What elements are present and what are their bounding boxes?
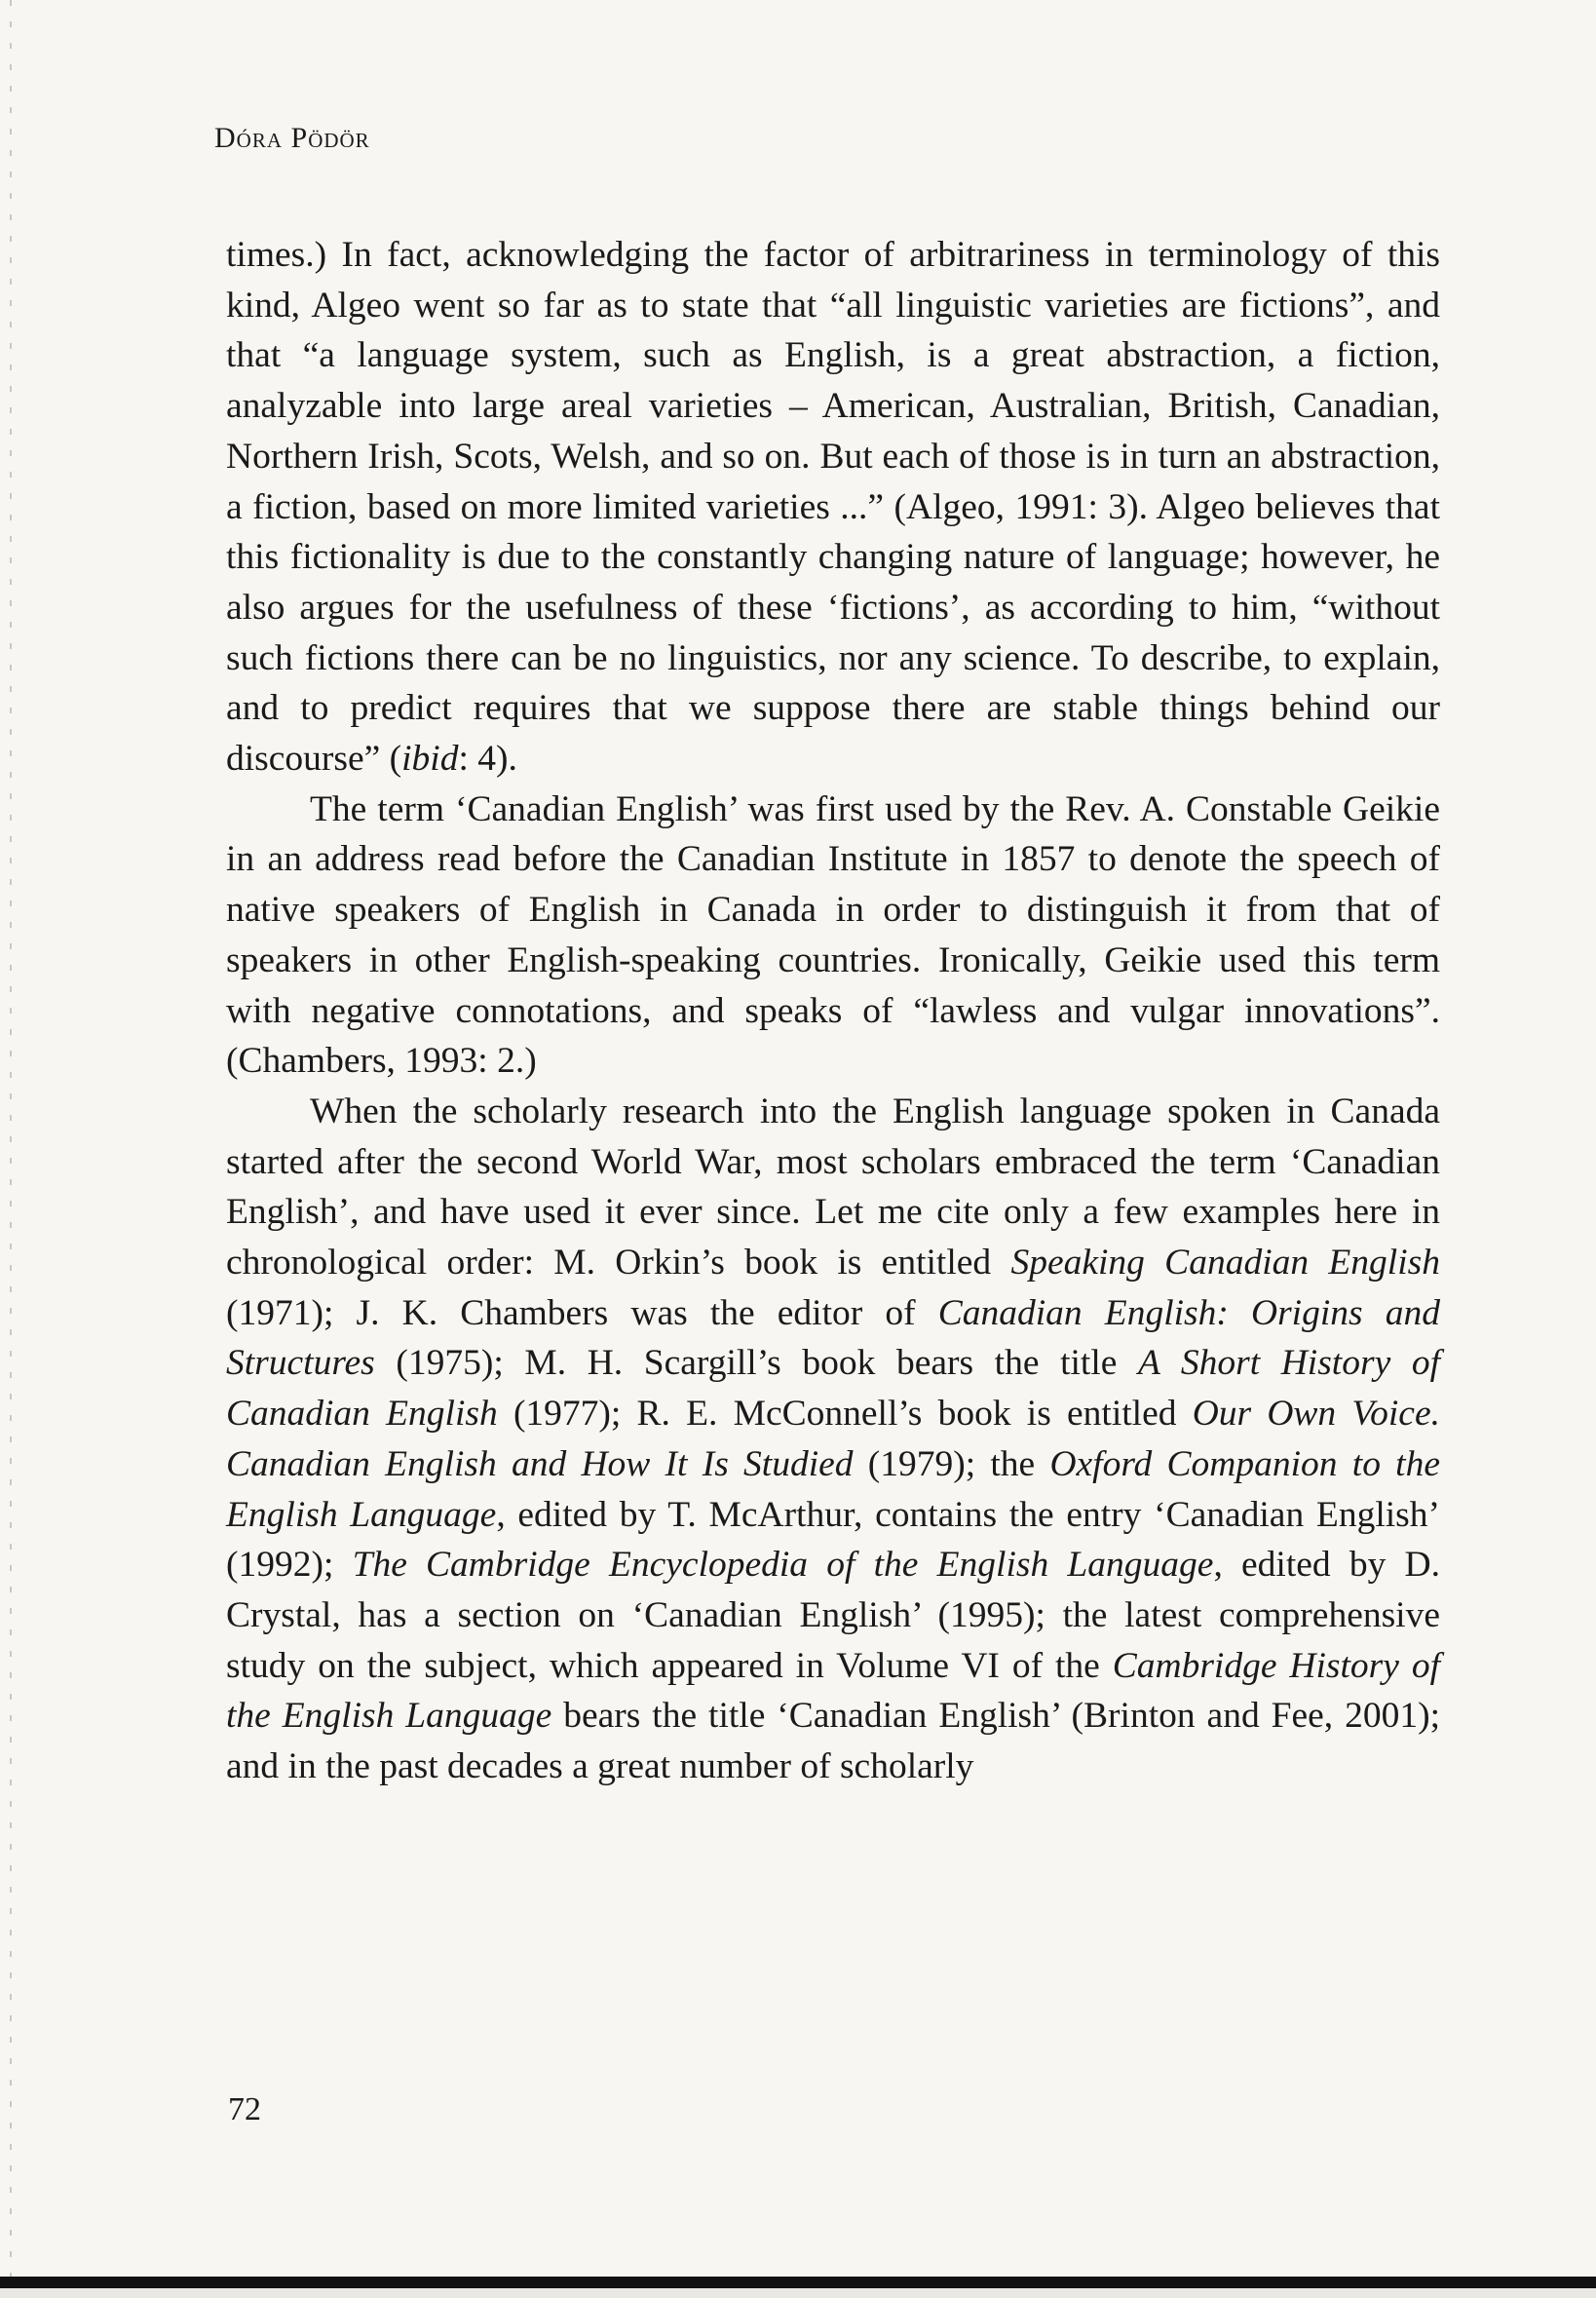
italic-title-text: Cambridge History of the English Language (226, 1645, 1441, 1737)
page-number: 72 (228, 2091, 261, 2127)
italic-title-text: Our Own Voice. Canadian English and How It Is Studied (226, 1394, 1440, 1484)
text-run: , edited by D. Crystal, has a section on ‘Canadian English’ (1995); the latest comprehensive study on the subject, which appeared in Volume VI of the (226, 1545, 1440, 1686)
italic-title-text: Speaking Canadian English (1010, 1243, 1440, 1283)
text-run: (1975); M. H. Scargill’s book bears the title (374, 1343, 1139, 1384)
text-run: : 4). (458, 739, 517, 780)
text-run: (1971); J. K. Chambers was the editor of (226, 1292, 938, 1333)
italic-title-text: Oxford Companion to the English Language (226, 1443, 1440, 1535)
scan-edge-mark (10, 0, 12, 2298)
paragraph-2 (226, 785, 1440, 1087)
scan-bottom-margin (0, 2288, 1596, 2298)
running-head-author: Dóra Pödör (214, 122, 370, 154)
text-run: (1977); R. E. McConnell’s book is entitled (497, 1394, 1193, 1435)
italic-title-text: The Cambridge Encyclopedia of the English Language (352, 1545, 1214, 1586)
text-run: times.) In fact, acknowledging the factor of arbitrariness in terminology of this kind, Algeo went so far as to state that “all linguistic varieties are fictions”, and that “a language system, such as English, is a great abstraction, a fiction, analyzable into large areal varieties – American, Australian, British, Canadian, Northern Irish, Scots, Welsh, and so on. But each of those is in turn an abstraction, a fiction, based on more limited varieties ...” (Algeo, 1991: 3). Algeo believes that this fictionality is due to the constantly changing nature of language; however, he also argues for the usefulness of these ‘fictions’, as according to him, “without such fictions there can be no linguistics, nor any science. To describe, to explain, and to predict requires that we suppose there are stable things behind our discourse” ( (226, 235, 1440, 780)
italic-title-text: A Short History of Canadian English (226, 1343, 1440, 1435)
text-run: bears the title ‘Canadian English’ (Brinton and Fee, 2001); and in the past decades a great number of scholarly (226, 1696, 1440, 1787)
italic-title-text: ibid (401, 739, 459, 780)
text-run: , edited by T. McArthur, contains the entry ‘Canadian English’ (1992); (226, 1494, 1440, 1586)
scan-bottom-edge (0, 2277, 1596, 2288)
text-run: When the scholarly research into the English language spoken in Canada started after the second World War, most scholars embraced the term ‘Canadian English’, and have used it ever since. Let me cite only a few examples here in chronological order: M. Orkin’s book is entitled (226, 1091, 1440, 1283)
paragraph-1 (226, 230, 1440, 785)
text-run: (1979); the (853, 1443, 1050, 1484)
body-text (226, 230, 1440, 1792)
paragraph-3 (226, 1087, 1440, 1792)
italic-title-text: Canadian English: Origins and Structures (226, 1292, 1440, 1384)
text-run: The term ‘Canadian English’ was first used by the Rev. A. Constable Geikie in an address read before the Canadian Institute in 1857 to denote the speech of native speakers of English in Canada in order to distinguish it from that of speakers in other English-speaking countries. Ironically, Geikie used this term with negative connotations, and speaks of “lawless and vulgar innovations”. (Chambers, 1993: 2.) (226, 788, 1440, 1082)
